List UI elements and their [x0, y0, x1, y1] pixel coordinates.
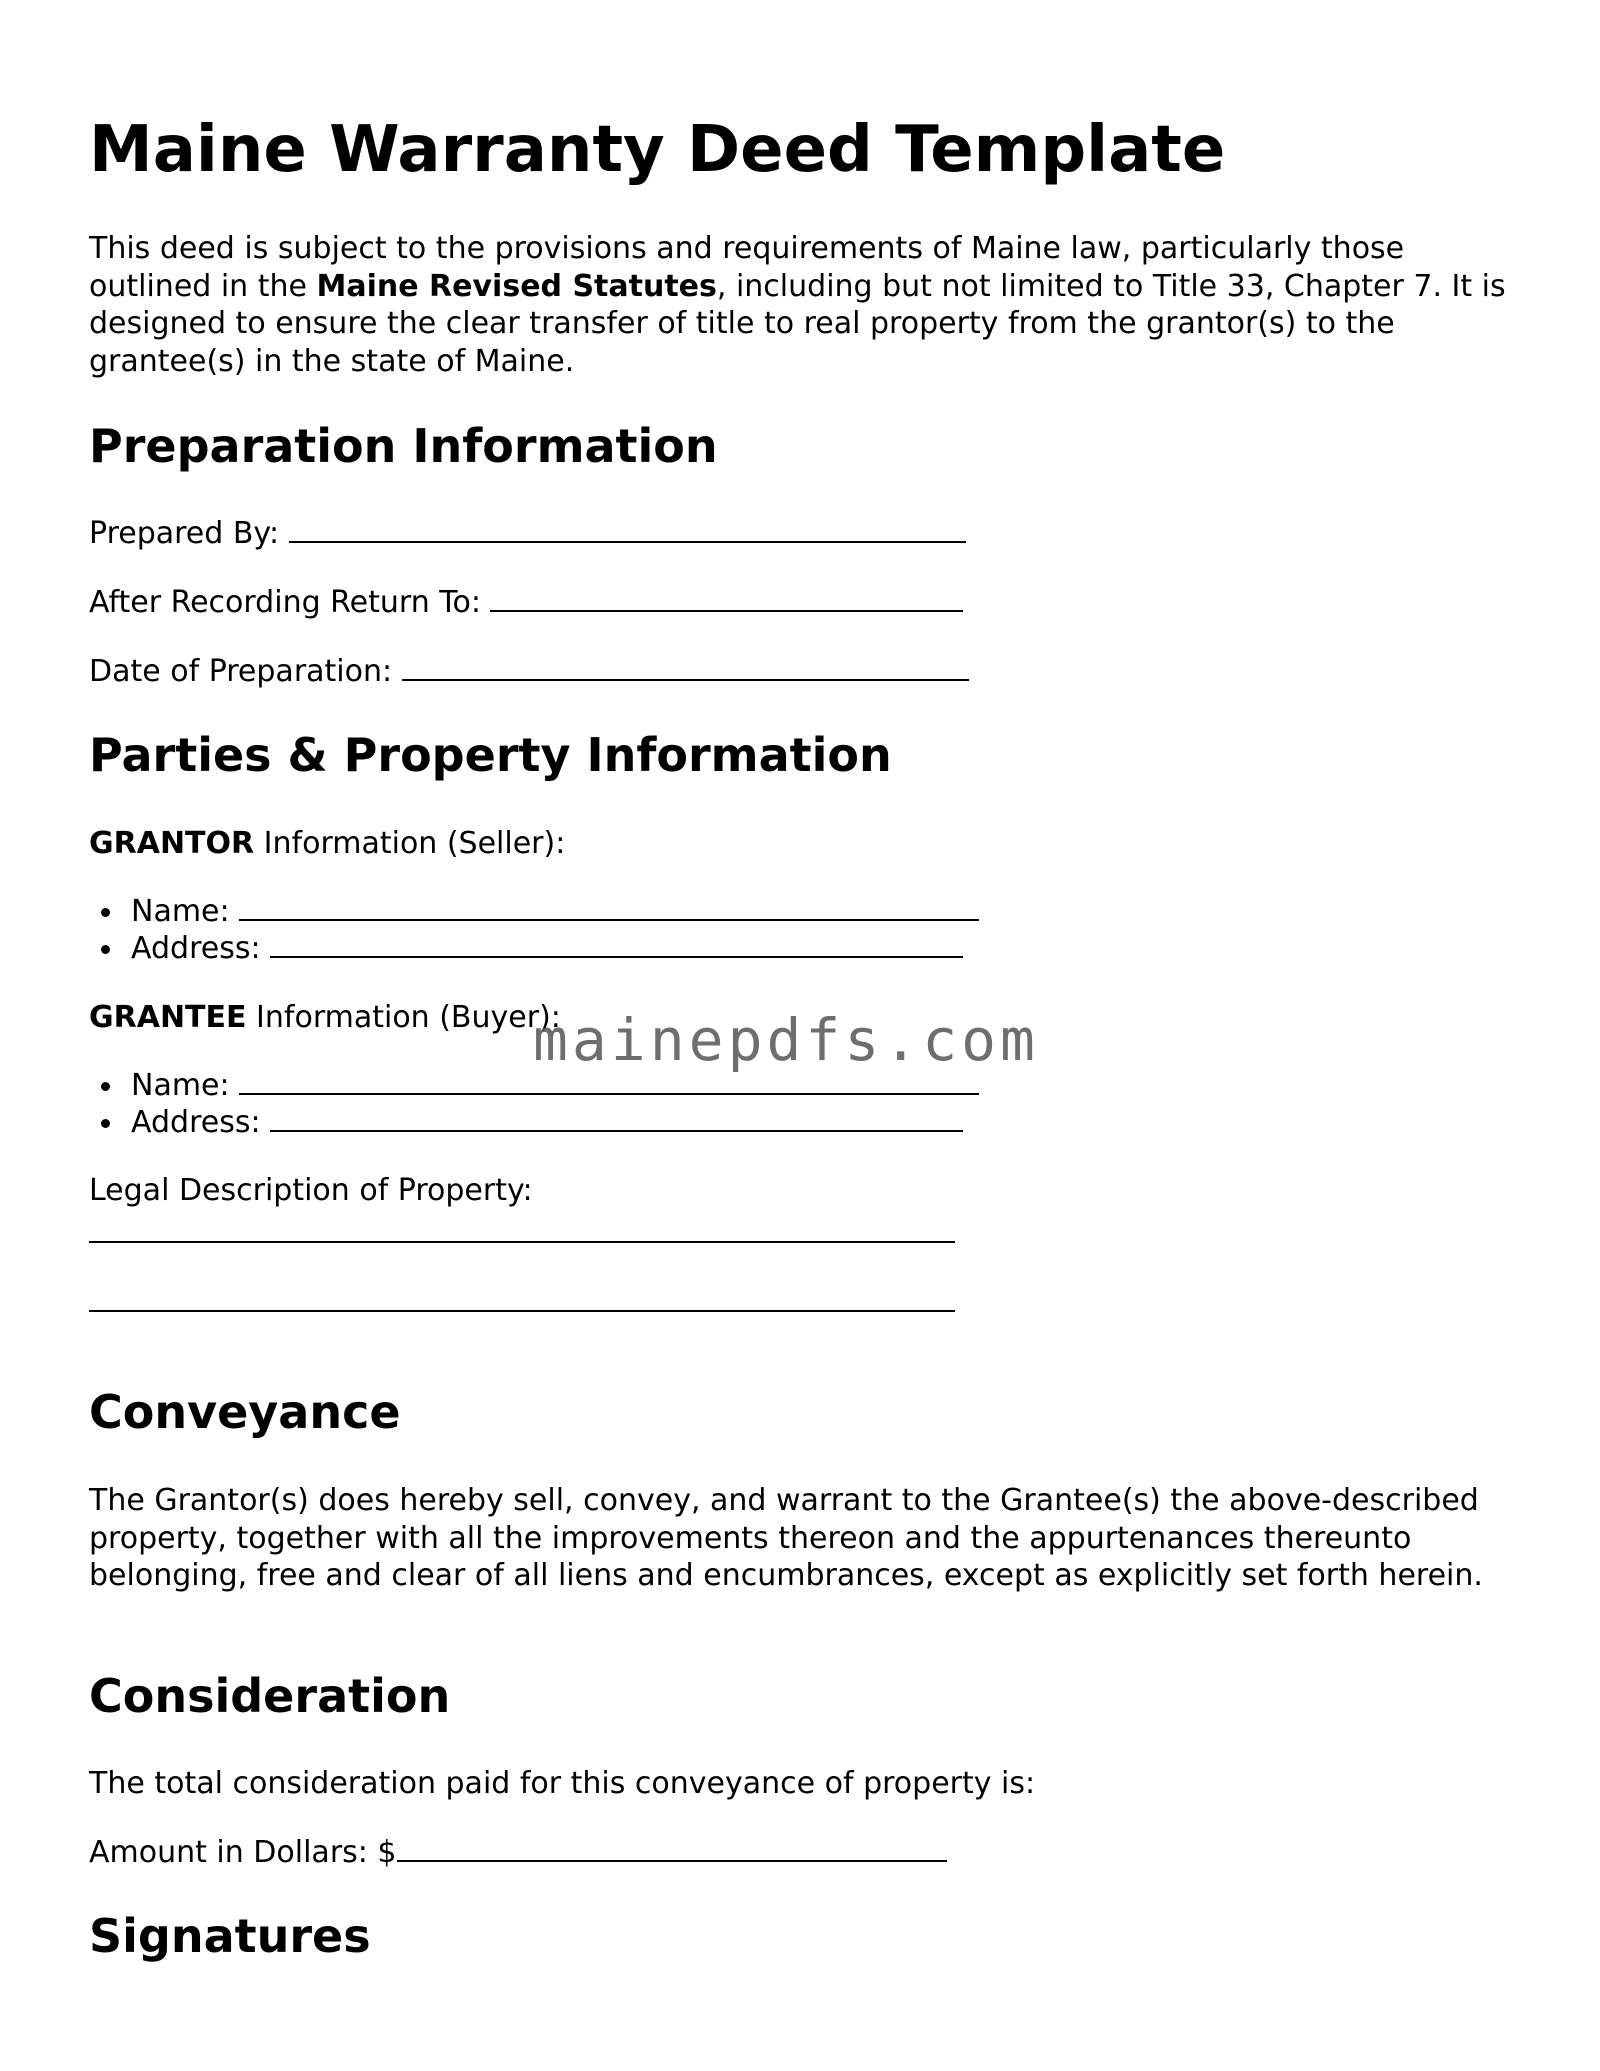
bullet-icon — [101, 1082, 110, 1091]
grantee-bold: GRANTEE — [89, 1000, 247, 1035]
grantee-address-field[interactable] — [270, 1106, 963, 1132]
conveyance-paragraph: The Grantor(s) does hereby sell, convey, and warrant to the Grantee(s) the above-described property, together with all the improvements thereon and the appurtenances thereunto belonging, free and clear of all liens and encumbrances, except as explicitly set forth herein. — [89, 1483, 1483, 1593]
amount-line — [89, 1834, 947, 1872]
intro-statute-name: Maine Revised Statutes — [316, 268, 717, 304]
grantee-address-label: Address: — [131, 1105, 271, 1140]
amount-field[interactable] — [397, 1836, 947, 1862]
grantor-label — [89, 825, 565, 863]
consideration-text: The total consideration paid for this conveyance of property is: — [89, 1766, 1036, 1801]
prepared-by-line — [89, 515, 966, 553]
bullet-icon — [101, 908, 110, 917]
grantor-name-label: Name: — [131, 894, 240, 929]
grantor-name-item — [131, 893, 979, 931]
return-to-label: After Recording Return To: — [89, 585, 491, 620]
return-to-line — [89, 584, 963, 622]
legal-description-line-1[interactable] — [89, 1241, 955, 1243]
page-title: Maine Warranty Deed Template — [89, 113, 1226, 187]
grantor-rest: Information (Seller): — [254, 826, 566, 861]
intro-text-start: This deed is subject to the provisions and requirements of Maine law, particularly those outlined in the — [89, 231, 1405, 304]
grantor-bold: GRANTOR — [89, 826, 255, 861]
conveyance-heading: Conveyance — [89, 1385, 401, 1439]
intro-paragraph — [89, 230, 1529, 380]
return-to-field[interactable] — [490, 586, 963, 612]
date-label: Date of Preparation: — [89, 654, 402, 689]
grantee-rest: Information (Buyer): — [246, 1000, 561, 1035]
date-line — [89, 653, 969, 691]
legal-description-label: Legal Description of Property: — [89, 1173, 533, 1208]
amount-label: Amount in Dollars: $ — [89, 1835, 397, 1870]
grantee-name-label: Name: — [131, 1068, 240, 1103]
consideration-heading: Consideration — [89, 1669, 451, 1723]
grantor-address-item — [131, 930, 963, 968]
grantor-name-field[interactable] — [239, 895, 979, 921]
grantor-address-label: Address: — [131, 931, 271, 966]
bullet-icon — [101, 1119, 110, 1128]
prepared-by-label: Prepared By: — [89, 516, 289, 551]
watermark: mainepdfs.com — [533, 1006, 1039, 1074]
preparation-heading: Preparation Information — [89, 419, 718, 473]
grantee-address-item — [131, 1104, 963, 1142]
prepared-by-field[interactable] — [289, 517, 966, 543]
legal-description-line-2[interactable] — [89, 1310, 955, 1312]
grantee-label — [89, 999, 561, 1037]
date-field[interactable] — [402, 655, 969, 681]
parties-heading: Parties & Property Information — [89, 728, 892, 782]
signatures-heading: Signatures — [89, 1909, 371, 1963]
bullet-icon — [101, 945, 110, 954]
intro-text-end: , including but not limited to Title 33, Chapter 7. It is designed to ensure the clear transfer of title to real property from the grantor(s) to the grantee(s) in the state of Maine. — [89, 268, 1506, 379]
grantor-address-field[interactable] — [270, 932, 963, 958]
